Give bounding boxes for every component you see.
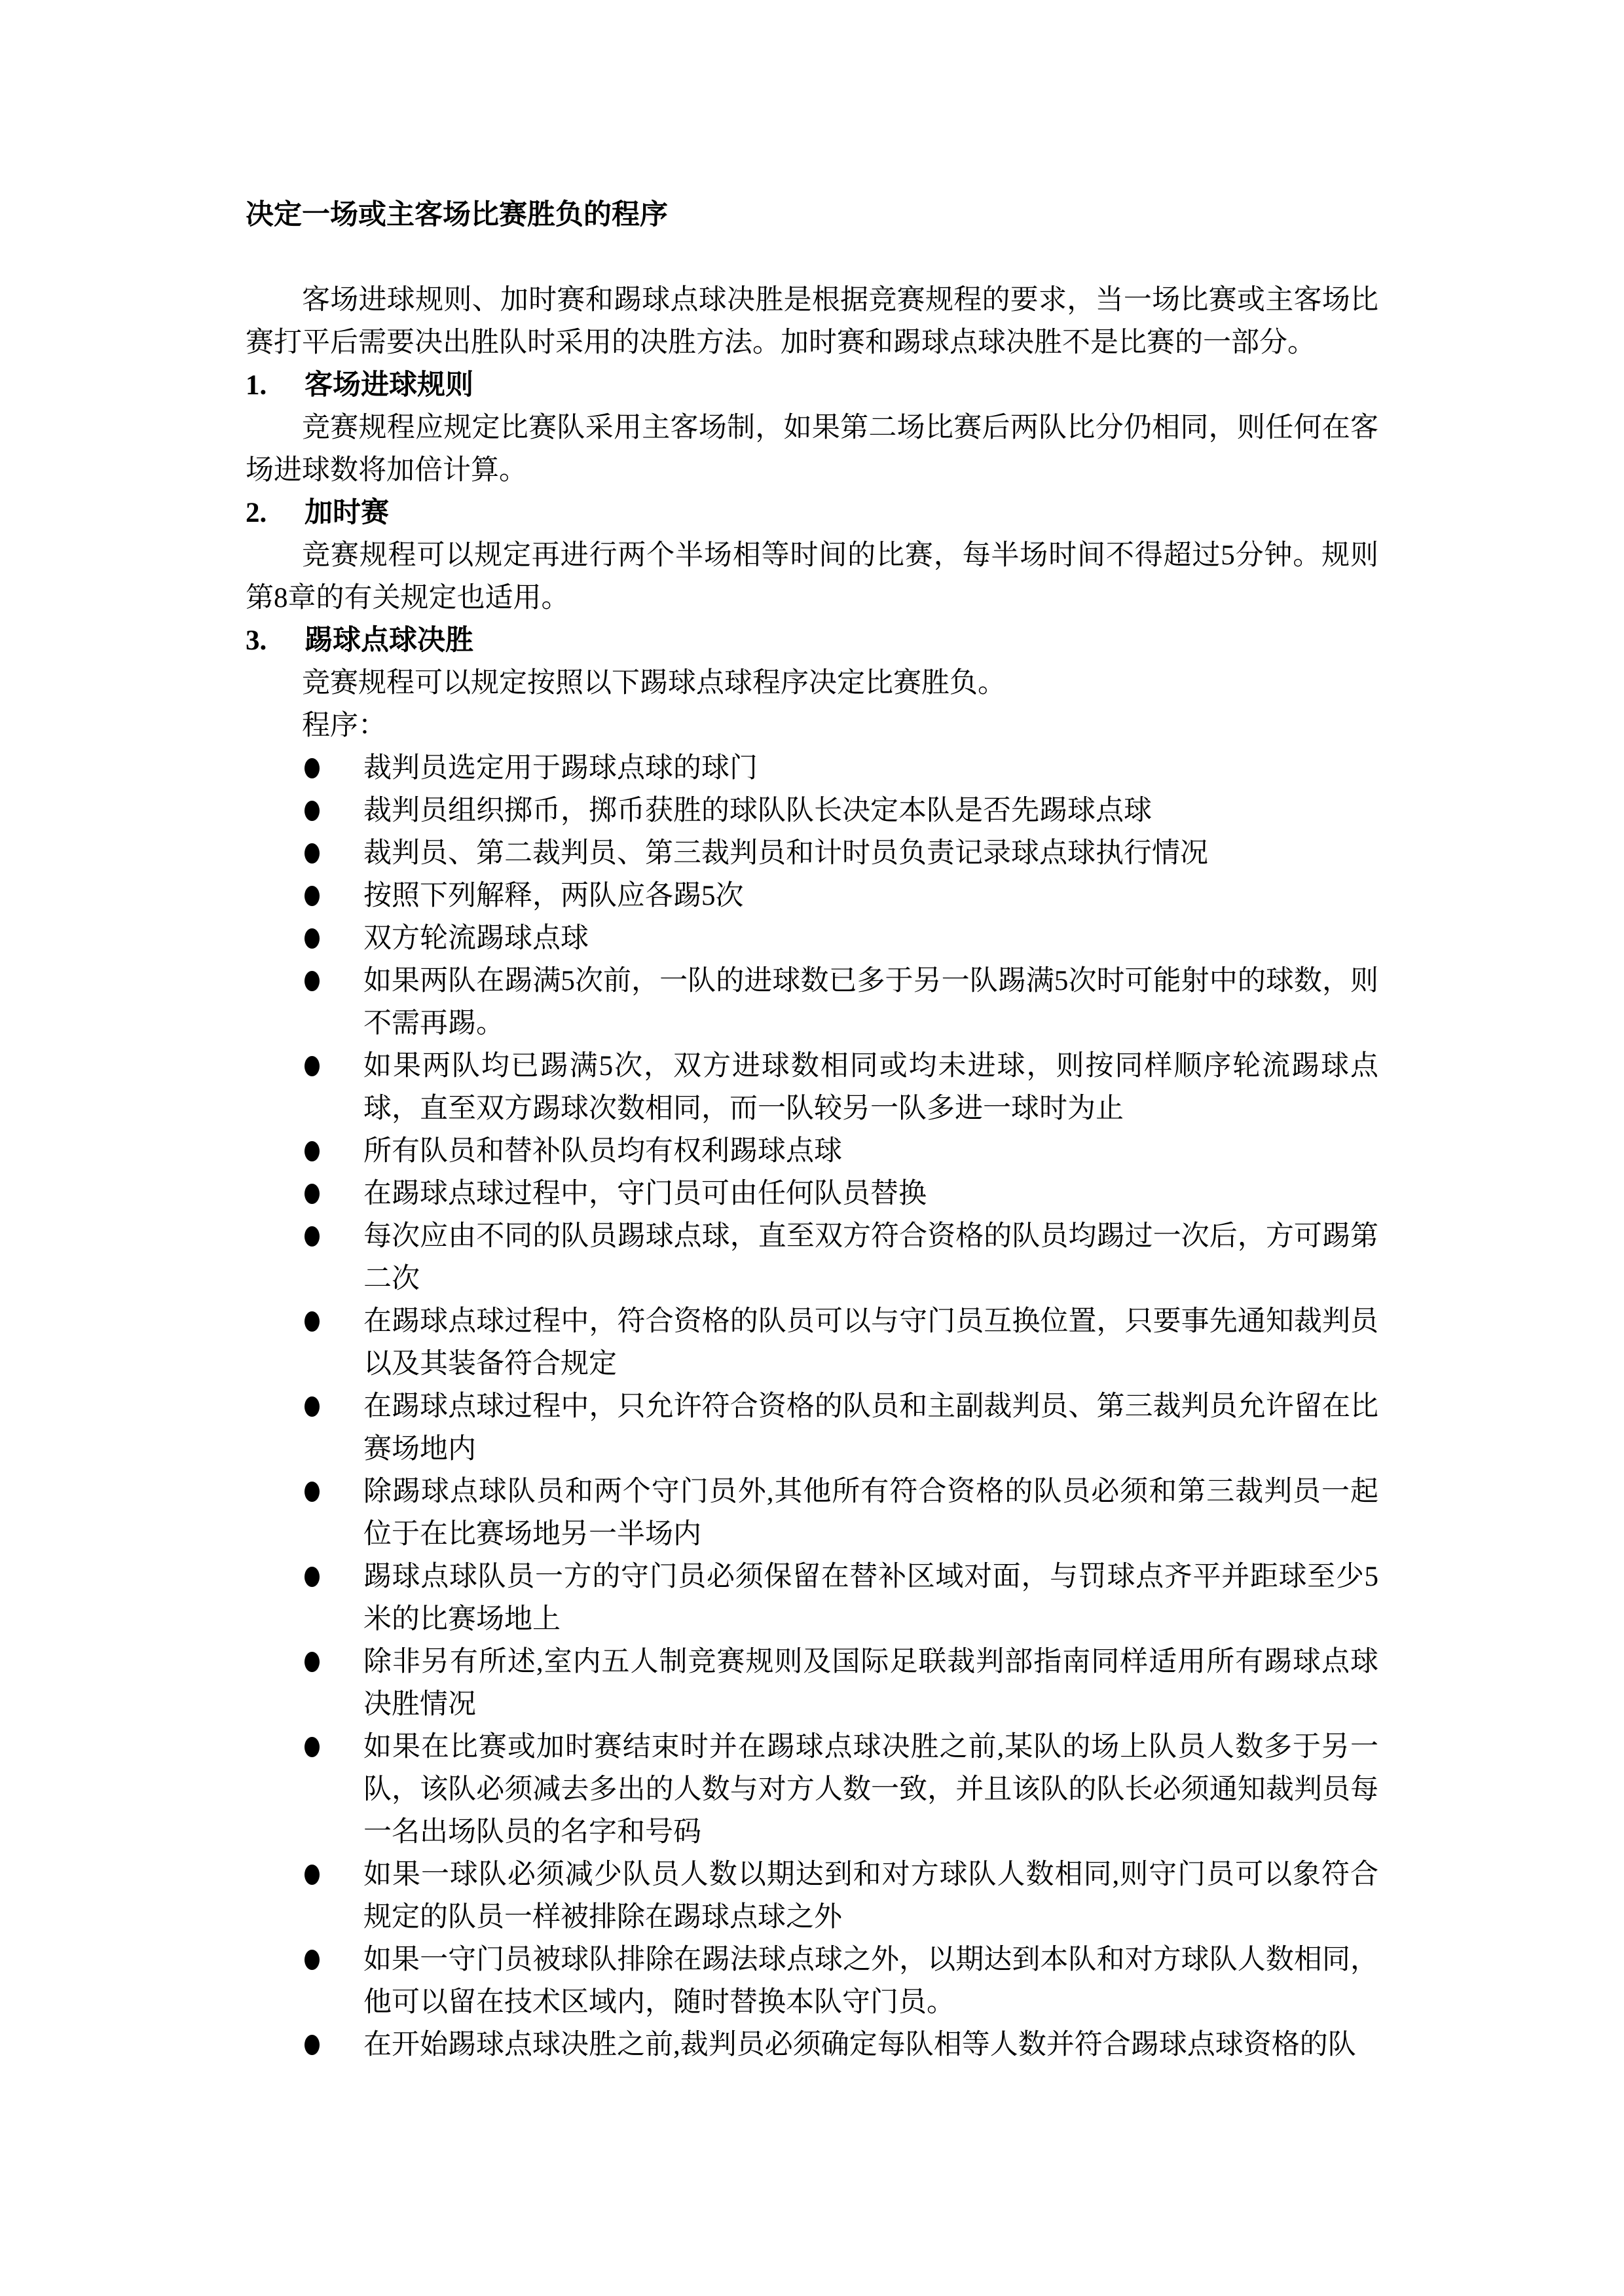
section-heading: 客场进球规则 — [304, 370, 473, 401]
list-item-text: 每次应由不同的队员踢球点球，直至双方符合资格的队员均踢过一次后，方可踢第二次 — [363, 1221, 1378, 1294]
section-heading-row — [246, 492, 1378, 534]
page-title: 决定一场或主客场比赛胜负的程序 — [246, 200, 668, 230]
section-heading-row — [246, 619, 1378, 662]
list-item-text: 如果一球队必须减少队员人数以期达到和对方球队人数相同,则守门员可以象符合规定的队员一样被排除在踢球点球之外 — [363, 1859, 1378, 1933]
list-item — [246, 1385, 1378, 1470]
list-item-text: 双方轮流踢球点球 — [363, 923, 589, 954]
list-item-text: 除踢球点球队员和两个守门员外,其他所有符合资格的队员必须和第三裁判员一起位于在比赛场地另一半场内 — [363, 1476, 1378, 1550]
list-item-text: 如果两队均已踢满5次，双方进球数相同或均未进球，则按同样顺序轮流踢球点球，直至双方踢球次数相同，而一队较另一队多进一球时为止 — [363, 1051, 1378, 1124]
list-item — [246, 1300, 1378, 1385]
bullet-icon — [304, 2035, 320, 2055]
bullet-icon — [304, 843, 320, 864]
list-item — [246, 960, 1378, 1045]
bullet-icon — [304, 1056, 320, 1076]
list-item-text: 裁判员组织掷币，掷币获胜的球队队长决定本队是否先踢球点球 — [363, 795, 1152, 826]
list-item — [246, 790, 1378, 832]
section-heading-row — [246, 364, 1378, 407]
list-item — [246, 875, 1378, 917]
bullet-icon — [304, 1226, 320, 1247]
bullet-icon — [304, 1737, 320, 1757]
list-item-text: 如果一守门员被球队排除在踢法球点球之外，以期达到本队和对方球队人数相同，他可以留在技术区域内，随时替换本队守门员。 — [363, 1944, 1378, 2018]
bullet-icon — [304, 928, 320, 949]
list-item-text: 踢球点球队员一方的守门员必须保留在替补区域对面，与罚球点齐平并距球至少5米的比赛场地上 — [363, 1561, 1378, 1635]
procedure-label: 程序： — [302, 710, 386, 741]
section-away-goals — [246, 364, 1378, 492]
procedure-bullet-list — [246, 747, 1378, 2066]
list-item-text: 在踢球点球过程中，守门员可由任何队员替换 — [363, 1178, 927, 1209]
list-item-text: 在踢球点球过程中，只允许符合资格的队员和主副裁判员、第三裁判员允许留在比赛场地内 — [363, 1391, 1378, 1465]
section-number: 2. — [246, 498, 267, 528]
list-item-text: 在踢球点球过程中，符合资格的队员可以与守门员互换位置，只要事先通知裁判员以及其装备符合规定 — [363, 1306, 1378, 1379]
section-number: 1. — [246, 370, 267, 401]
bullet-icon — [304, 1865, 320, 1885]
section-body: 竞赛规程可以规定按照以下踢球点球程序决定比赛胜负。 — [302, 668, 1006, 699]
list-item — [246, 1853, 1378, 1939]
list-item — [246, 747, 1378, 790]
list-item — [246, 1215, 1378, 1300]
section-penalty-kicks — [246, 619, 1378, 2066]
section-extra-time — [246, 492, 1378, 619]
bullet-icon — [304, 1396, 320, 1417]
bullet-icon — [304, 758, 320, 778]
section-heading: 加时赛 — [304, 498, 389, 528]
section-number: 3. — [246, 625, 267, 656]
list-item-text: 如果两队在踢满5次前，一队的进球数已多于另一队踢满5次时可能射中的球数，则不需再踢。 — [363, 966, 1378, 1039]
list-item — [246, 917, 1378, 960]
list-item-text: 裁判员、第二裁判员、第三裁判员和计时员负责记录球点球执行情况 — [363, 838, 1208, 869]
list-item-text: 在开始踢球点球决胜之前,裁判员必须确定每队相等人数并符合踢球点球资格的队 — [363, 2030, 1356, 2060]
bullet-icon — [304, 1482, 320, 1502]
list-item-text: 如果在比赛或加时赛结束时并在踢球点球决胜之前,某队的场上队员人数多于另一队，该队必须减去多出的人数与对方人数一致，并且该队的队长必须通知裁判员每一名出场队员的名字和号码 — [363, 1732, 1378, 1848]
bullet-icon — [304, 1184, 320, 1204]
section-body: 竞赛规程可以规定再进行两个半场相等时间的比赛，每半场时间不得超过5分钟。规则第8章的有关规定也适用。 — [246, 540, 1378, 613]
list-item — [246, 1045, 1378, 1130]
list-item — [246, 1726, 1378, 1853]
bullet-icon — [304, 1950, 320, 1970]
list-item — [246, 2024, 1378, 2066]
list-item — [246, 1470, 1378, 1556]
list-item-text: 除非另有所述,室内五人制竞赛规则及国际足联裁判部指南同样适用所有踢球点球决胜情况 — [363, 1647, 1378, 1720]
bullet-icon — [304, 1141, 320, 1161]
intro-paragraph: 客场进球规则、加时赛和踢球点球决胜是根据竞赛规程的要求，当一场比赛或主客场比赛打平后需要决出胜队时采用的决胜方法。加时赛和踢球点球决胜不是比赛的一部分。 — [246, 285, 1378, 358]
bullet-icon — [304, 1311, 320, 1332]
bullet-icon — [304, 1567, 320, 1587]
list-item-text: 裁判员选定用于踢球点球的球门 — [363, 753, 758, 784]
bullet-icon — [304, 801, 320, 821]
list-item — [246, 832, 1378, 875]
bullet-icon — [304, 886, 320, 906]
bullet-icon — [304, 1652, 320, 1672]
list-item-text: 按照下列解释，两队应各踢5次 — [363, 881, 744, 911]
list-item — [246, 1173, 1378, 1215]
bullet-icon — [304, 971, 320, 991]
list-item — [246, 1939, 1378, 2024]
list-item — [246, 1556, 1378, 1641]
document-content — [246, 194, 1378, 2066]
list-item — [246, 1641, 1378, 1726]
section-heading: 踢球点球决胜 — [304, 625, 473, 656]
section-body: 竞赛规程应规定比赛队采用主客场制，如果第二场比赛后两队比分仍相同，则任何在客场进球数将加倍计算。 — [246, 412, 1378, 486]
list-item — [246, 1130, 1378, 1173]
list-item-text: 所有队员和替补队员均有权利踢球点球 — [363, 1136, 842, 1167]
